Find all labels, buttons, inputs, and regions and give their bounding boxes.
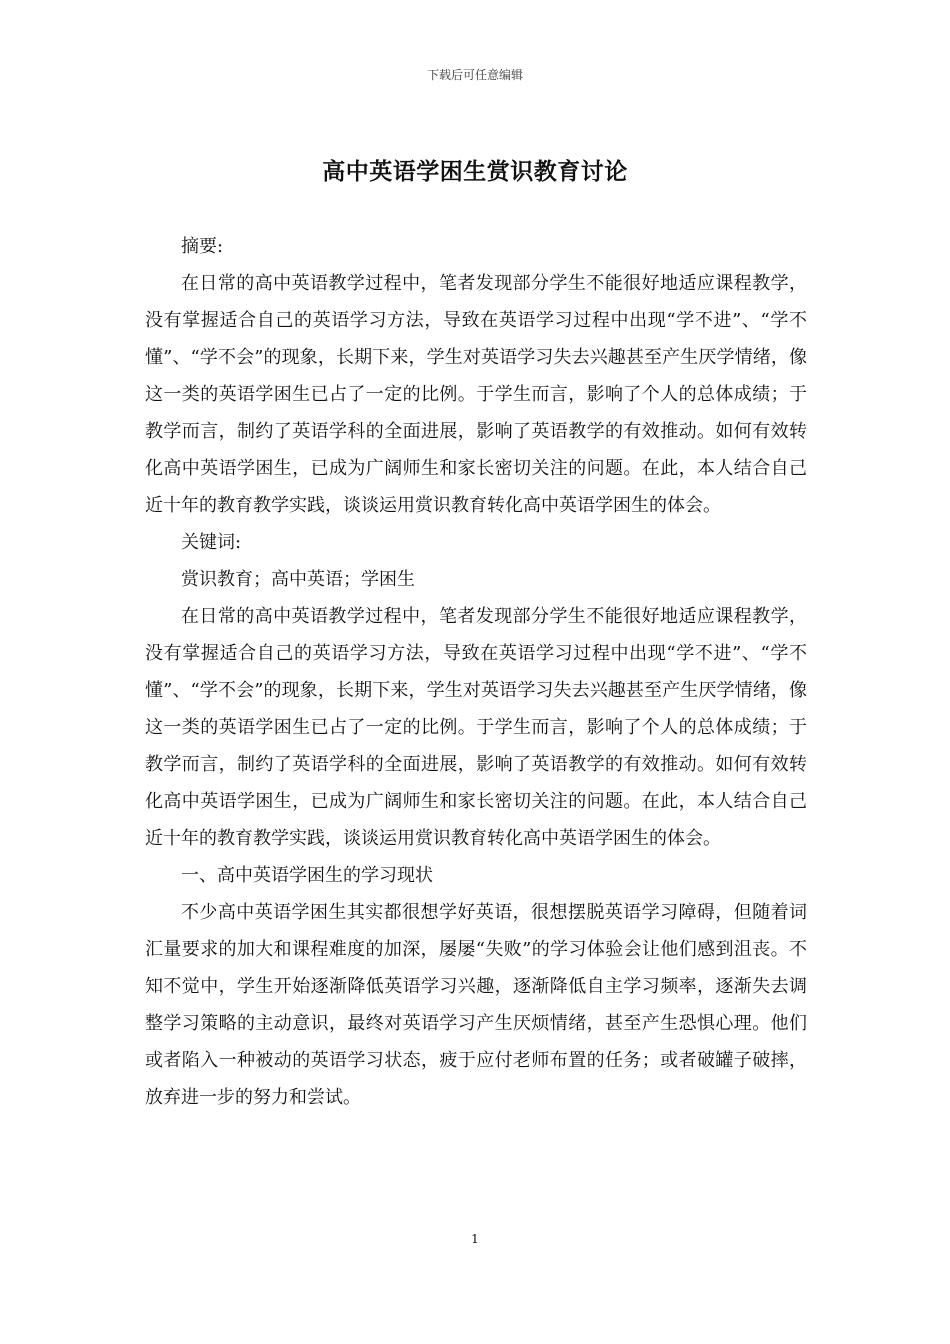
intro-paragraph: 在日常的高中英语教学过程中，笔者发现部分学生不能很好地适应课程教学，没有掌握适合自己的英语学习方法，导致在英语学习过程中出现“学不进”、“学不懂”、“学不会”的现象，长期下来，学生对英语学习失去兴趣甚至产生厌学情绪，像这一类的英语学困生已占了一定的比例。于学生而言，影响了个人的总体成绩；于教学而言，制约了英语学科的全面进展，影响了英语教学的有效推动。如何有效转化高中英语学困生，已成为广阔师生和家长密切关注的问题。在此，本人结合自己近十年的教育教学实践，谈谈运用赏识教育转化高中英语学困生的体会。	[145, 606, 807, 849]
abstract-paragraph: 在日常的高中英语教学过程中，笔者发现部分学生不能很好地适应课程教学，没有掌握适合自己的英语学习方法，导致在英语学习过程中出现“学不进”、“学不懂”、“学不会”的现象，长期下来，学生对英语学习失去兴趣甚至产生厌学情绪，像这一类的英语学困生已占了一定的比例。于学生而言，影响了个人的总体成绩；于教学而言，制约了英语学科的全面进展，影响了英语教学的有效推动。如何有效转化高中英语学困生，已成为广阔师生和家长密切关注的问题。在此，本人结合自己近十年的教育教学实践，谈谈运用赏识教育转化高中英语学困生的体会。	[145, 273, 807, 516]
keywords-text: 赏识教育；高中英语；学困生	[181, 569, 415, 590]
keywords-label: 关键词:	[181, 532, 242, 553]
section-paragraph: 不少高中英语学困生其实都很想学好英语，很想摆脱英语学习障碍，但随着词汇量要求的加大和课程难度的加深，屡屡“失败”的学习体验会让他们感到沮丧。不知不觉中，学生开始逐渐降低英语学习兴趣，逐渐降低自主学习频率，逐渐失去调整学习策略的主动意识，最终对英语学习产生厌烦情绪，甚至产生恐惧心理。他们或者陷入一种被动的英语学习状态，疲于应付老师布置的任务；或者破罐子破摔，放弃进一步的努力和尝试。	[145, 902, 807, 1108]
page-header: 下载后可任意编辑	[426, 68, 523, 82]
document-body	[145, 228, 807, 1116]
section-heading: 一、高中英语学困生的学习现状	[181, 865, 433, 886]
abstract-label: 摘要:	[181, 236, 224, 257]
page-number: 1	[471, 1232, 479, 1246]
document-title: 高中英语学困生赏识教育讨论	[322, 158, 628, 185]
